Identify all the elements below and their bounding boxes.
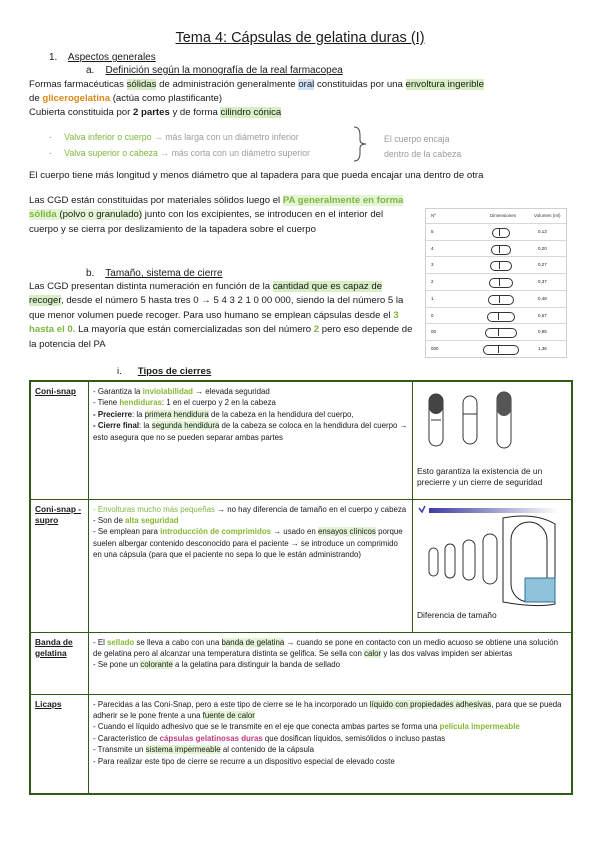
table-header: Nº xyxy=(431,213,436,218)
valva-superior-line xyxy=(49,147,310,159)
image-caption: Esto garantiza la existencia de un precierre y un cierre de seguridad xyxy=(417,466,543,487)
capsule-number: 4 xyxy=(431,245,434,251)
capsule-number: 3 xyxy=(431,262,434,268)
definition-line-1 xyxy=(29,79,484,91)
text: → más larga con un diámetro inferior xyxy=(151,132,299,142)
bullet: - xyxy=(49,148,52,158)
row-name: Coni-snap xyxy=(30,381,89,499)
green-bold-text: 2 xyxy=(313,324,320,336)
capsule-size-table xyxy=(425,208,567,358)
desc-line xyxy=(93,515,408,526)
table-header: Volumen (ml) xyxy=(534,213,561,218)
row-name: Coni-snap -supro xyxy=(30,499,89,632)
green-bold-text: 3 hasta el 0. xyxy=(29,309,399,336)
text: → no hay diferencia de tamaño en el cuerpo y cabeza xyxy=(214,504,407,514)
row-description xyxy=(89,381,413,499)
row-name: Banda de gelatina xyxy=(30,632,89,694)
text: , para que se pueda adherir se le pone frente a una xyxy=(93,699,562,720)
image-caption: Diferencia de tamaño xyxy=(417,609,497,620)
green-text: inviolabilidad xyxy=(142,387,193,396)
desc-line xyxy=(93,744,567,755)
capsule-size-row xyxy=(426,307,566,325)
capsule-number: 0 xyxy=(431,312,434,318)
table-header: Dimensiones xyxy=(490,213,517,218)
text: - Se pone un xyxy=(93,660,141,670)
bold-text: 2 partes xyxy=(133,107,170,118)
capsule-shape-icon xyxy=(492,228,510,238)
text: : la xyxy=(139,421,152,431)
desc-line xyxy=(93,637,567,660)
desc-line xyxy=(93,420,408,443)
highlight: glicerogelatina xyxy=(42,93,111,104)
text: constituidas por una xyxy=(314,79,406,90)
subsection-a-heading xyxy=(86,65,343,77)
highlight: ensayos clínicos xyxy=(317,527,376,537)
highlight: (polvo o granulado) xyxy=(56,209,143,221)
highlight: banda de gelatina xyxy=(221,637,285,647)
subsection-title: Tipos de cierres xyxy=(137,366,212,377)
text: (actúa como plastificante) xyxy=(110,93,223,104)
brace-note-2: dentro de la cabeza xyxy=(384,149,462,159)
table-row xyxy=(30,694,572,794)
text: - Son de xyxy=(93,515,126,525)
capsule-shape-icon xyxy=(485,328,517,338)
text: - Tiene xyxy=(93,398,120,408)
definition-line-2 xyxy=(29,93,222,105)
brace-note-1: El cuerpo encaja xyxy=(384,134,450,144)
text: pero eso depende de la potencia del PA xyxy=(29,324,413,350)
text: a la gelatina para distinguir la banda de sellado xyxy=(172,660,340,670)
capsule-shape-icon xyxy=(491,245,511,255)
text: → elevada seguridad xyxy=(192,387,270,396)
capsule-volume: 1,36 xyxy=(538,345,547,351)
capsule-size-row xyxy=(426,240,566,258)
capsule-shape-icon xyxy=(483,345,519,355)
row-image xyxy=(413,499,573,632)
subsection-number: a. xyxy=(86,65,95,76)
text: que dosifican líquidos, semisólidos o incluso pastas xyxy=(262,733,446,743)
section-number: 1. xyxy=(49,52,58,63)
green-text: Valva inferior o cuerpo xyxy=(64,132,152,142)
desc-line xyxy=(93,699,567,722)
green-text: introducción de comprimidos xyxy=(160,527,272,537)
highlight: colorante xyxy=(140,660,173,670)
subsection-title: Definición según la monografía de la real farmacopea xyxy=(105,65,343,76)
text: Las CGD están constituidas por materiales sólidos luego el xyxy=(29,195,283,206)
highlight: cilindro cónica xyxy=(220,107,282,118)
bold-text: - Cierre final xyxy=(93,421,140,431)
capsule-shape-icon xyxy=(489,278,513,288)
row-name: Licaps xyxy=(30,694,89,794)
green-text: película impermeable xyxy=(439,722,520,732)
capsule-number: 00 xyxy=(431,329,437,335)
text: - Parecidas a las Coni-Snap, pero a este tipo de cierre se le ha incorporado un xyxy=(93,699,370,709)
highlight: fuente de calor xyxy=(202,710,255,720)
cuerpo-line: El cuerpo tiene más longitud y menos diámetro que al tapadera para que pueda encajar una dentro de otra xyxy=(29,170,484,181)
desc-line xyxy=(93,409,408,420)
capsule-volume: 0,95 xyxy=(538,329,547,335)
capsule-volume: 0,20 xyxy=(538,245,547,251)
text: - Cuando el líquido adhesivo que se le transmite en el eje que conecta ambas partes se forma una xyxy=(93,722,440,732)
highlight: oral xyxy=(298,79,315,90)
table-row xyxy=(30,632,572,694)
text: , desde el número 5 hasta tres 0 → 5 4 3 2 1 0 00 000, siendo la del número 5 la que menor volumen puede recoger. Para uso humano se emplean cápsulas desde el xyxy=(29,295,404,321)
desc-line xyxy=(93,397,408,408)
text: de la cabeza en la hendidura del cuerpo, xyxy=(208,409,354,419)
capsule-volume: 0,27 xyxy=(538,262,547,268)
green-text: hendiduras xyxy=(119,398,162,408)
closure-types-table xyxy=(29,380,573,795)
capsule-volume: 0,13 xyxy=(538,229,547,234)
desc-line xyxy=(93,733,567,744)
row-description xyxy=(89,499,413,632)
desc-line xyxy=(93,721,567,732)
text: y de forma xyxy=(169,107,221,118)
text: de la cabeza se coloca en la hendidura del cuerpo → esto asegura que no se pueden separar ambas partes xyxy=(93,421,408,442)
capsule-number: 1 xyxy=(431,295,434,301)
highlight: calor xyxy=(364,648,382,658)
text: → cuando se pone en contacto con un medio acuoso se obtiene una solución de gelatina pero al alcanzar una temperatura distinta se gelifica. Se sella con xyxy=(93,637,559,658)
green-text: sellado xyxy=(107,637,135,647)
subsection-b-heading xyxy=(86,268,223,280)
subsection-i-heading xyxy=(117,366,211,378)
text: Cubierta constituida por xyxy=(29,107,133,118)
subsection-number: b. xyxy=(86,268,95,279)
text: Las CGD presentan distinta numeración en función de la xyxy=(29,281,273,292)
cgd-paragraph xyxy=(29,194,414,237)
brace-icon xyxy=(350,125,374,163)
desc-line xyxy=(93,504,408,515)
highlight: segunda hendidura xyxy=(151,421,220,431)
text: junto con los excipientes, se introducen en el interior del cuerpo y se cierra por deslizamiento de la tapadera sobre el cuerpo xyxy=(29,209,384,235)
capsule-number: 2 xyxy=(431,279,434,285)
text: - Se emplean para xyxy=(93,527,161,537)
page-title: Tema 4: Cápsulas de gelatina duras (I) xyxy=(175,30,425,46)
table-row xyxy=(30,499,572,632)
capsule-shape-icon xyxy=(487,312,515,322)
text: al contenido de la cápsula xyxy=(220,745,315,755)
green-text: Valva superior o cabeza xyxy=(64,148,158,158)
text: de xyxy=(29,93,43,104)
highlight: primera hendidura xyxy=(144,409,209,419)
valva-inferior-line xyxy=(49,131,299,143)
text: - El xyxy=(93,637,108,647)
highlight: cantidad que es capaz de recoger xyxy=(29,281,383,307)
text: : 1 en el cuerpo y 2 en la cabeza xyxy=(161,398,276,408)
capsule-shape-icon xyxy=(490,261,512,271)
highlight: envoltura ingerible xyxy=(405,79,484,90)
definition-line-3 xyxy=(29,107,281,119)
capsule-size-row xyxy=(426,273,566,291)
capsule-number: 000 xyxy=(431,345,439,351)
desc-line xyxy=(93,386,408,397)
text: - Transmite un xyxy=(93,745,146,755)
capsule-size-row xyxy=(426,223,566,241)
capsule-size-comparison-icon xyxy=(415,504,565,612)
text: → usado en xyxy=(271,527,318,537)
text: → más corta con un diámetro superior xyxy=(157,148,310,158)
green-text: alta seguridad xyxy=(125,515,179,525)
table-row xyxy=(30,381,572,499)
text: - Garantiza la xyxy=(93,387,143,396)
bold-text: - Precierre xyxy=(93,409,133,419)
text: se lleva a cabo con una xyxy=(134,637,222,647)
capsule-size-row xyxy=(426,323,566,341)
text: - Característico de xyxy=(93,733,160,743)
text: de administración generalmente xyxy=(156,79,299,90)
section-title: Aspectos generales xyxy=(67,52,156,63)
row-description xyxy=(89,632,573,694)
coni-snap-capsule-icon xyxy=(425,390,515,452)
text: y las dos valvas impiden ser abiertas xyxy=(381,648,513,658)
text: : la xyxy=(132,409,145,419)
desc-line: - Para realizar este tipo de cierre se recurre a un dispositivo especial de elevado coste xyxy=(93,756,395,766)
capsule-number: 5 xyxy=(431,229,434,234)
text: porque suelen albergar contenido desconocido para el paciente → se introduce un comprimido en una cápsula (para que el paciente no sepa lo que le están administrando) xyxy=(93,527,403,560)
capsule-volume: 0,37 xyxy=(538,279,547,285)
row-description xyxy=(89,694,573,794)
green-text: - Envolturas mucho más pequeñas xyxy=(93,504,215,514)
row-image xyxy=(413,381,573,499)
capsule-size-row xyxy=(426,256,566,274)
highlight: sólidas xyxy=(126,79,157,90)
bullet: - xyxy=(49,132,52,142)
highlight: sistema impermeable xyxy=(145,745,221,755)
capsule-volume: 0,67 xyxy=(538,312,547,318)
section-1-heading xyxy=(49,52,156,64)
text: La mayoría que están comercializadas son del número xyxy=(75,324,314,336)
size-paragraph xyxy=(29,280,414,352)
desc-line xyxy=(93,526,408,560)
highlight: líquido con propiedades adhesivas xyxy=(369,699,492,709)
capsule-size-row xyxy=(426,290,566,308)
capsule-volume: 0,48 xyxy=(538,295,547,301)
text: Formas farmacéuticas xyxy=(29,79,127,90)
capsule-shape-icon xyxy=(488,295,514,305)
highlight: PA generalmente en forma sólida xyxy=(29,195,404,221)
pink-text: cápsulas gelatinosas duras xyxy=(159,733,263,743)
capsule-size-row xyxy=(426,340,566,358)
subsection-number: i. xyxy=(117,366,122,377)
subsection-title: Tamaño, sistema de cierre xyxy=(105,268,223,279)
desc-line xyxy=(93,659,567,670)
